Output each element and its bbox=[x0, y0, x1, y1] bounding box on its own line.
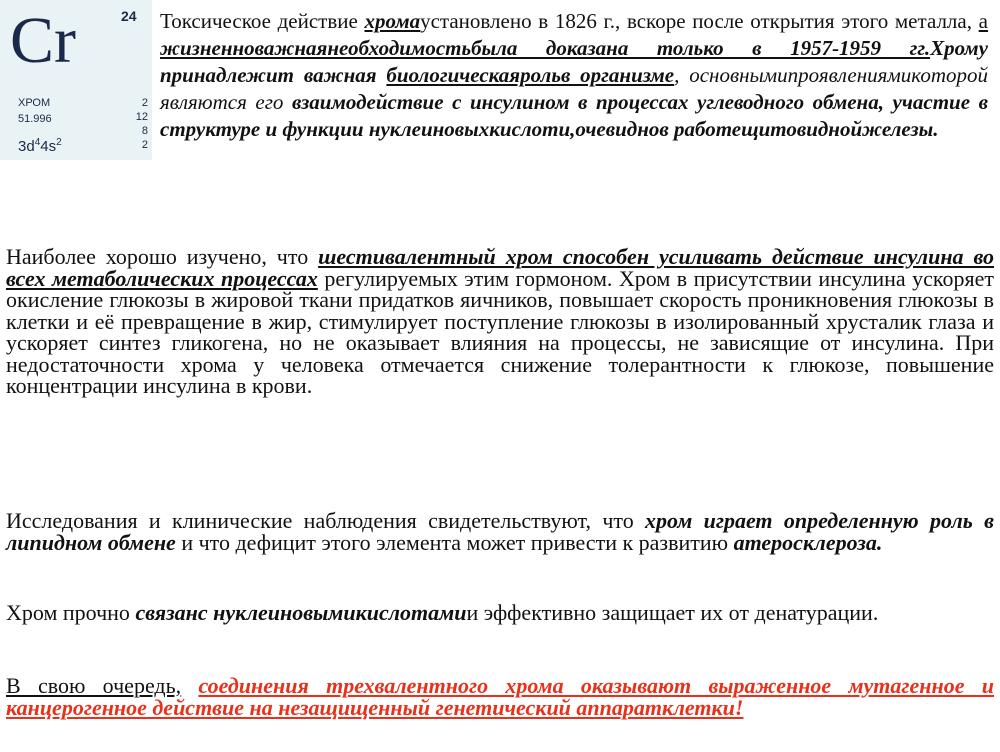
electron-shells bbox=[126, 96, 148, 152]
shell-3: 8 bbox=[141, 125, 148, 137]
config-part-4s: 4s bbox=[40, 138, 57, 155]
p1-manifestations: , основнымипроявлениямикоторой bbox=[674, 63, 988, 87]
p4-bound-nucleic: связанс нуклеиновымикислотами bbox=[135, 600, 467, 625]
paragraph-nucleic-acids bbox=[6, 602, 994, 624]
p3-atherosclerosis: атеросклероза. bbox=[733, 529, 883, 555]
paragraph-hexavalent-chromium bbox=[6, 246, 994, 397]
p1-important-role: Хрому принадлежит важная bbox=[160, 36, 988, 87]
config-exp-4s: 2 bbox=[56, 137, 62, 148]
p3-text-2: и что дефицит этого элемента может привести к развитию bbox=[175, 529, 734, 555]
p3-text-1: Исследования и клинические наблюдения свидетельствуют, что bbox=[6, 508, 646, 533]
p3-lipid-role: хром играет определенную роль в липидном обмене bbox=[6, 508, 994, 555]
atomic-number: 24 bbox=[121, 8, 137, 24]
p4-text-1: Хром прочно bbox=[6, 600, 136, 625]
electron-configuration bbox=[18, 137, 62, 155]
p1-nucleic-thyroid: , участие в структуре и функции нуклеиновыхкислоти,очевиднов работещитовиднойжелезы. bbox=[160, 90, 988, 141]
p5-text-1: В свою очередь, bbox=[6, 673, 182, 698]
p1-in-organism: в организме bbox=[560, 63, 675, 87]
p1-are: являются его bbox=[160, 90, 292, 114]
config-part-3d: 3d bbox=[18, 138, 35, 155]
p1-chromium: хрома bbox=[364, 9, 421, 33]
shell-4: 2 bbox=[141, 139, 148, 151]
p2-text-2: регулируемых этим гормоном. Хром в присутствии инсулина ускоряет окисление глюкозы в жировой ткани придатков яичников, повышает скорость проникновения глюкозы в клетки и её превращение в жир, стимулирует поступление глюкозы в изолированный хрусталик глаза и ускоряет синтез гликогена, но не оказывает влияния на процессы, не зависящие от инсулина. При недостаточности хрома у человека отмечается снижение толерантности к глюкозе, повышение концентрации инсулина в крови. bbox=[6, 265, 995, 398]
paragraph-lipid-metabolism bbox=[6, 510, 994, 553]
shell-2: 12 bbox=[135, 111, 148, 123]
element-symbol: Cr bbox=[10, 4, 76, 77]
chromium-element-tile bbox=[0, 0, 152, 160]
shell-1: 2 bbox=[141, 97, 148, 109]
p2-text-1: Наиболее хорошо изучено, что bbox=[6, 244, 319, 269]
p5-trivalent-warning: соединения трехвалентного хрома оказывают выраженное мутагенное и канцерогенное действие на незащищенный генетический аппаратклетки! bbox=[6, 673, 995, 720]
element-name: ХРОМ bbox=[18, 97, 51, 109]
p1-biological-role: биологическаяроль bbox=[386, 63, 561, 87]
p1-text-2: установлено в 1826 г., вскоре после открытия этого металла, bbox=[420, 9, 979, 33]
p1-text-1: Токсическое действие bbox=[160, 9, 365, 33]
p1-insulin-interaction: взаимодействие с инсулином в процессах углеводного обмена bbox=[292, 90, 879, 114]
p2-hexavalent: шестивалентный хром способен усиливать действие инсулина во всех метаболических процессах bbox=[6, 244, 994, 291]
config-exp-3d: 4 bbox=[34, 137, 41, 148]
atomic-mass: 51.996 bbox=[18, 113, 52, 125]
p1-conjunction: а bbox=[978, 9, 988, 33]
paragraph-toxic-action bbox=[160, 8, 988, 143]
p1-necessity: жизненноважнаянеобходимостьбыла доказана только в 1957-1959 гг. bbox=[160, 36, 931, 60]
p4-text-2: и эффективно защищает их от денатурации. bbox=[466, 600, 879, 625]
paragraph-trivalent-warning bbox=[6, 675, 994, 718]
